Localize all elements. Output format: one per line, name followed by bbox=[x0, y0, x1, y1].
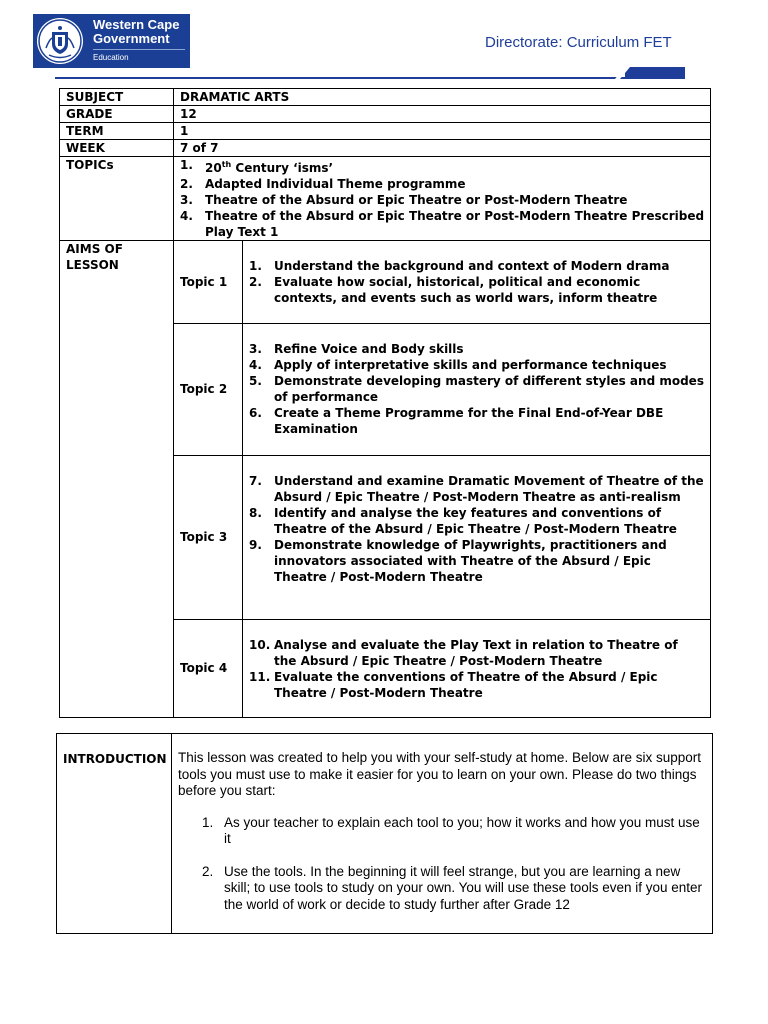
topic-label: Topic 3 bbox=[174, 455, 243, 619]
row-value: DRAMATIC ARTS bbox=[174, 89, 711, 106]
logo-divider bbox=[93, 49, 185, 50]
row-value: 1 bbox=[174, 123, 711, 140]
aims-row bbox=[60, 241, 711, 718]
list-item: 3. Refine Voice and Body skills bbox=[249, 341, 464, 356]
list-item: 6. Create a Theme Programme for the Final End-of-Year DBE Examination bbox=[249, 405, 664, 436]
logo-line-2: Government bbox=[93, 31, 170, 46]
row-label: GRADE bbox=[60, 106, 174, 123]
list-item: 8. Identify and analyse the key features and conventions of Theatre of the Absurd / Epic Theatre / Post-Modern Theatre bbox=[249, 505, 677, 536]
list-item: 5. Demonstrate developing mastery of different styles and modes of performance bbox=[249, 373, 704, 404]
table-row bbox=[60, 89, 711, 106]
lesson-info-table bbox=[59, 88, 711, 718]
coat-of-arms-icon bbox=[37, 18, 83, 64]
introduction-body bbox=[172, 734, 713, 934]
aim-row-topic-3 bbox=[174, 455, 710, 619]
wcg-logo bbox=[33, 14, 190, 68]
list-item: 4. Apply of interpretative skills and performance techniques bbox=[249, 357, 667, 372]
logo-line-3: Education bbox=[93, 53, 129, 62]
row-label: WEEK bbox=[60, 140, 174, 157]
list-item: 10. Analyse and evaluate the Play Text in relation to Theatre of the Absurd / Epic Theatre / Post-Modern Theatre bbox=[249, 637, 678, 668]
list-item: 11. Evaluate the conventions of Theatre of the Absurd / Epic Theatre / Post-Modern Theatre bbox=[249, 669, 658, 700]
topics-list bbox=[174, 157, 711, 241]
introduction-label: INTRODUCTION bbox=[57, 734, 172, 934]
list-item: 3. Theatre of the Absurd or Epic Theatre or Post-Modern Theatre bbox=[180, 193, 628, 207]
table-row bbox=[60, 106, 711, 123]
row-value: 12 bbox=[174, 106, 711, 123]
list-item: 7. Understand and examine Dramatic Movement of Theatre of the Absurd / Epic Theatre / Post-Modern Theatre as anti-realism bbox=[249, 473, 704, 504]
list-item: 2. Adapted Individual Theme programme bbox=[180, 177, 466, 191]
table-row bbox=[60, 140, 711, 157]
aim-row-topic-1 bbox=[174, 241, 710, 323]
row-value: 7 of 7 bbox=[174, 140, 711, 157]
list-item: 4. Theatre of the Absurd or Epic Theatre or Post-Modern Theatre Prescribed Play Text 1 bbox=[180, 209, 705, 239]
row-label: TERM bbox=[60, 123, 174, 140]
topics-row bbox=[60, 157, 711, 241]
topic-label: Topic 1 bbox=[174, 241, 243, 323]
aims-table bbox=[174, 241, 711, 718]
aim-row-topic-2 bbox=[174, 323, 710, 455]
list-item: 9. Demonstrate knowledge of Playwrights, practitioners and innovators associated with Theatre of the Absurd / Epic Theatre / Post-Modern Theatre bbox=[249, 537, 667, 584]
list-item: 1. Understand the background and context of Modern drama bbox=[249, 259, 670, 273]
logo-line-1: Western Cape bbox=[93, 17, 180, 32]
directorate-title: Directorate: Curriculum FET bbox=[485, 34, 672, 51]
topic-label: Topic 4 bbox=[174, 619, 243, 717]
list-item: 2. Use the tools. In the beginning it will feel strange, but you are learning a new skill; to use tools to study on your own. You will use these tools even if you enter the world of work or decide to study further after Grade 12 bbox=[202, 863, 703, 912]
list-item: 2. Evaluate how social, historical, political and economic contexts, and events such as world wars, inform theatre bbox=[249, 275, 658, 305]
table-row bbox=[57, 734, 713, 934]
list-item: 1. As your teacher to explain each tool to you; how it works and how you must use it bbox=[202, 814, 700, 846]
topics-label: TOPICs bbox=[60, 157, 174, 241]
introduction-table bbox=[56, 733, 713, 934]
list-item: 1. 20th Century ‘isms’ bbox=[180, 158, 334, 175]
aims-label: AIMS OF LESSON bbox=[60, 241, 174, 718]
header-divider-bar bbox=[55, 67, 685, 81]
table-row bbox=[60, 123, 711, 140]
topic-label: Topic 2 bbox=[174, 323, 243, 455]
introduction-paragraph: This lesson was created to help you with your self-study at home. Below are six support tools you must use to make it easier for you to learn on your own. Please do two things before you start: bbox=[178, 750, 701, 798]
row-label: SUBJECT bbox=[60, 89, 174, 106]
aim-row-topic-4 bbox=[174, 619, 710, 717]
